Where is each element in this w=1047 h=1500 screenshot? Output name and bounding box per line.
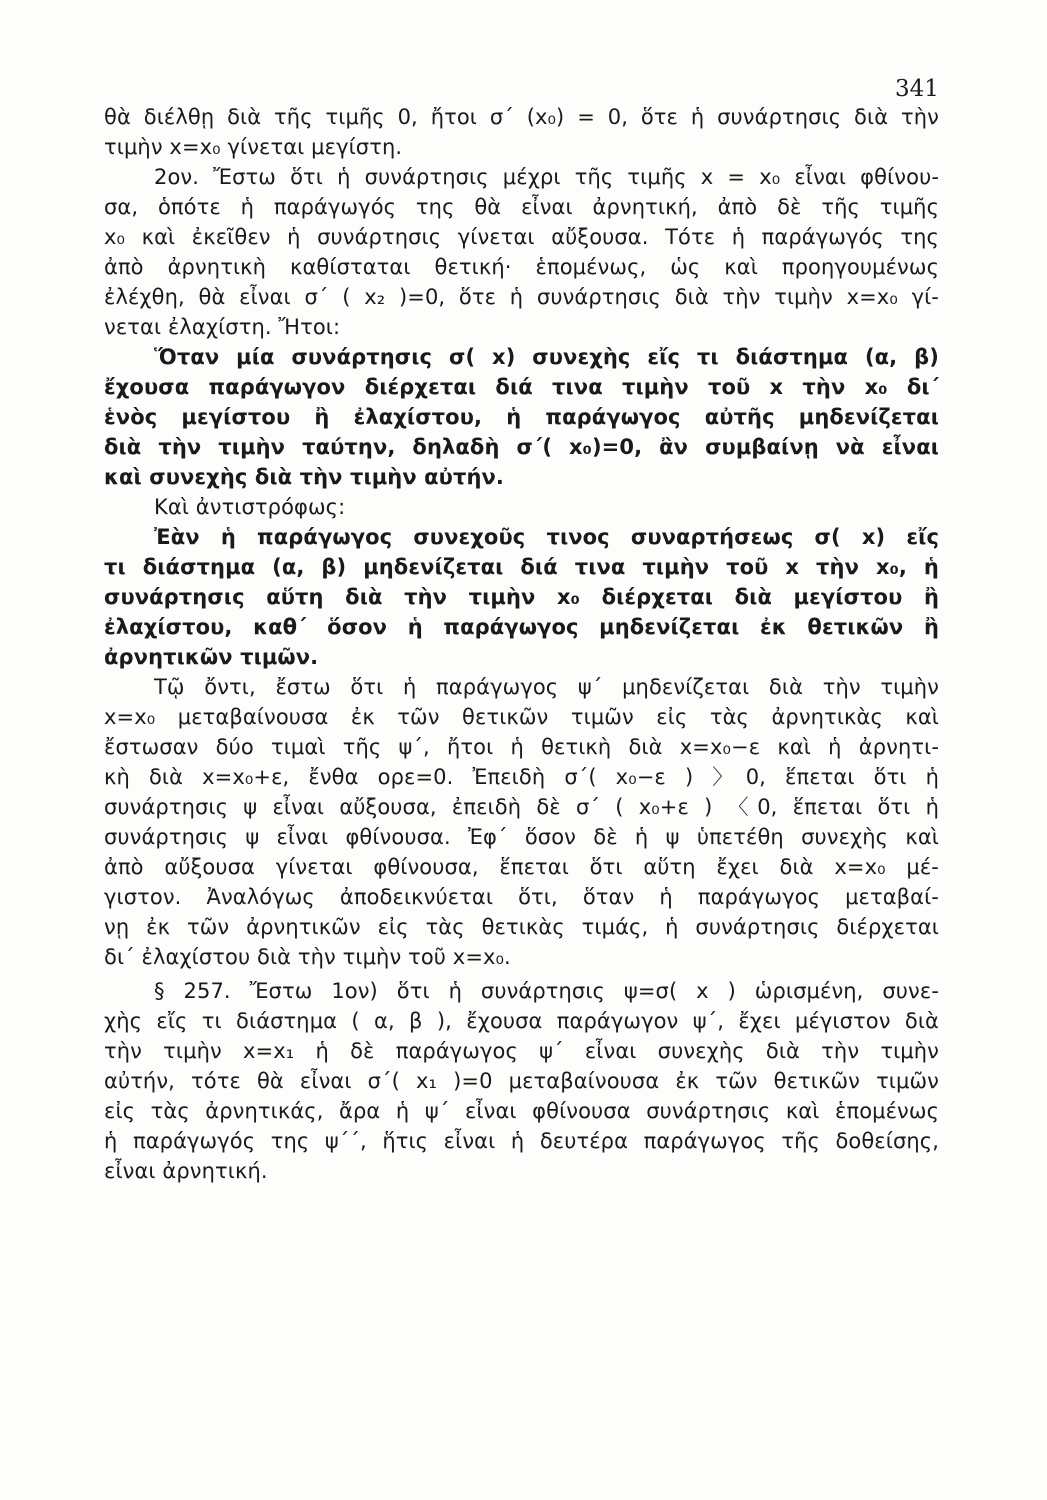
theorem-line: Ὅταν μία συνάρτησις σ( x) συνεχὴς εἴς τι διάστημα (α, β) (154, 345, 939, 369)
theorem-line: τι διάστημα (α, β) μηδενίζεται διά τινα τιμὴν τοῦ x τὴν x₀, ἡ (104, 555, 939, 579)
theorem-line: ἑνὸς μεγίστου ἢ ἐλαχίστου, ἡ παράγωγος αὐτῆς μηδενίζεται (104, 405, 939, 429)
text-line: 2ον. Ἔστω ὅτι ἡ συνάρτησις μέχρι τῆς τιμῆς x = x₀ εἶναι φθίνου- (154, 165, 939, 189)
body-text (104, 102, 939, 1186)
theorem-line: συνάρτησις αὕτη διὰ τὴν τιμὴν x₀ διέρχεται διὰ μεγίστου ἢ (104, 585, 939, 609)
text-line: δι΄ ἐλαχίστου διὰ τὴν τιμὴν τοῦ x=x₀. (104, 945, 511, 969)
theorem-line: Ἐὰν ἡ παράγωγος συνεχοῦς τινος συναρτήσεως σ( x) εἴς (154, 525, 939, 549)
text-line: συνάρτησις ψ εἶναι φθίνουσα. Ἐφ΄ ὅσον δὲ ἡ ψ ὑπετέθη συνεχὴς καὶ (104, 825, 939, 849)
text-line: χὴς εἴς τι διάστημα ( α, β ), ἔχουσα παράγωγον ψ΄, ἔχει μέγιστον διὰ (104, 1009, 939, 1033)
theorem-line: ἀρνητικῶν τιμῶν. (104, 645, 319, 669)
section-line: § 257. Ἔστω 1ον) ὅτι ἡ συνάρτησις ψ=σ( x ) ὡρισμένη, συνε- (154, 979, 939, 1003)
text-line: ἔστωσαν δύο τιμαὶ τῆς ψ΄, ἤτοι ἡ θετικὴ διὰ x=x₀−ε καὶ ἡ ἀρνητι- (104, 735, 939, 759)
text-line: εἶναι ἀρνητική. (104, 1159, 268, 1183)
text-line: εἰς τὰς ἀρνητικάς, ἄρα ἡ ψ΄ εἶναι φθίνουσα συνάρτησις καὶ ἑπομένως (104, 1099, 939, 1123)
theorem-line: ἐλαχίστου, καθ΄ ὅσον ἡ παράγωγος μηδενίζεται ἐκ θετικῶν ἢ (104, 615, 939, 639)
text-line: τιμὴν x=x₀ γίνεται μεγίστη. (104, 135, 403, 159)
text-line: θὰ διέλθῃ διὰ τῆς τιμῆς 0, ἤτοι σ΄ (x₀) = 0, ὅτε ἡ συνάρτησις διὰ τὴν (104, 105, 939, 129)
theorem-line: ἔχουσα παράγωγον διέρχεται διά τινα τιμὴν τοῦ x τὴν x₀ δι΄ (104, 375, 939, 399)
text-line: ἀπὸ αὔξουσα γίνεται φθίνουσα, ἕπεται ὅτι αὕτη ἔχει διὰ x=x₀ μέ- (104, 855, 939, 879)
text-line: ἡ παράγωγός της ψ΄΄, ἥτις εἶναι ἡ δευτέρα παράγωγος τῆς δοθείσης, (104, 1129, 939, 1153)
text-line: ἐλέχθη, θὰ εἶναι σ΄ ( x₂ )=0, ὅτε ἡ συνάρτησις διὰ τὴν τιμὴν x=x₀ γί- (104, 285, 939, 309)
text-line: x₀ καὶ ἐκεῖθεν ἡ συνάρτησις γίνεται αὔξουσα. Τότε ἡ παράγωγός της (104, 225, 939, 249)
text-line: Καὶ ἀντιστρόφως: (154, 495, 346, 519)
text-line: x=x₀ μεταβαίνουσα ἐκ τῶν θετικῶν τιμῶν εἰς τὰς ἀρνητικὰς καὶ (104, 705, 939, 729)
page-number: 341 (895, 76, 939, 102)
text-line: νῃ ἐκ τῶν ἀρνητικῶν εἰς τὰς θετικὰς τιμάς, ἡ συνάρτησις διέρχεται (104, 915, 939, 939)
text-line: αὐτήν, τότε θὰ εἶναι σ΄( x₁ )=0 μεταβαίνουσα ἐκ τῶν θετικῶν τιμῶν (104, 1069, 939, 1093)
text-line: γιστον. Ἀναλόγως ἀποδεικνύεται ὅτι, ὅταν ἡ παράγωγος μεταβαί- (104, 885, 939, 909)
text-line: κὴ διὰ x=x₀+ε, ἔνθα ορε=0. Ἐπειδὴ σ΄( x₀−ε ) 〉0, ἕπεται ὅτι ἡ (104, 765, 939, 789)
text-line: σα, ὁπότε ἡ παράγωγός της θὰ εἶναι ἀρνητική, ἀπὸ δὲ τῆς τιμῆς (104, 195, 939, 219)
text-line: νεται ἐλαχίστη. Ἤτοι: (104, 315, 341, 339)
text-line: ἀπὸ ἀρνητικὴ καθίσταται θετική· ἑπομένως, ὡς καὶ προηγουμένως (104, 255, 939, 279)
theorem-line: διὰ τὴν τιμὴν ταύτην, δηλαδὴ σ΄( x₀)=0, ἂν συμβαίνῃ νὰ εἶναι (104, 435, 939, 459)
text-line: συνάρτησις ψ εἶναι αὔξουσα, ἐπειδὴ δὲ σ΄ ( x₀+ε ) 〈0, ἕπεται ὅτι ἡ (104, 795, 939, 819)
text-line: τὴν τιμὴν x=x₁ ἡ δὲ παράγωγος ψ΄ εἶναι συνεχὴς διὰ τὴν τιμὴν (104, 1039, 939, 1063)
text-line: Τῷ ὄντι, ἔστω ὅτι ἡ παράγωγος ψ΄ μηδενίζεται διὰ τὴν τιμὴν (154, 675, 939, 699)
theorem-line: καὶ συνεχὴς διὰ τὴν τιμὴν αὐτήν. (104, 465, 504, 489)
